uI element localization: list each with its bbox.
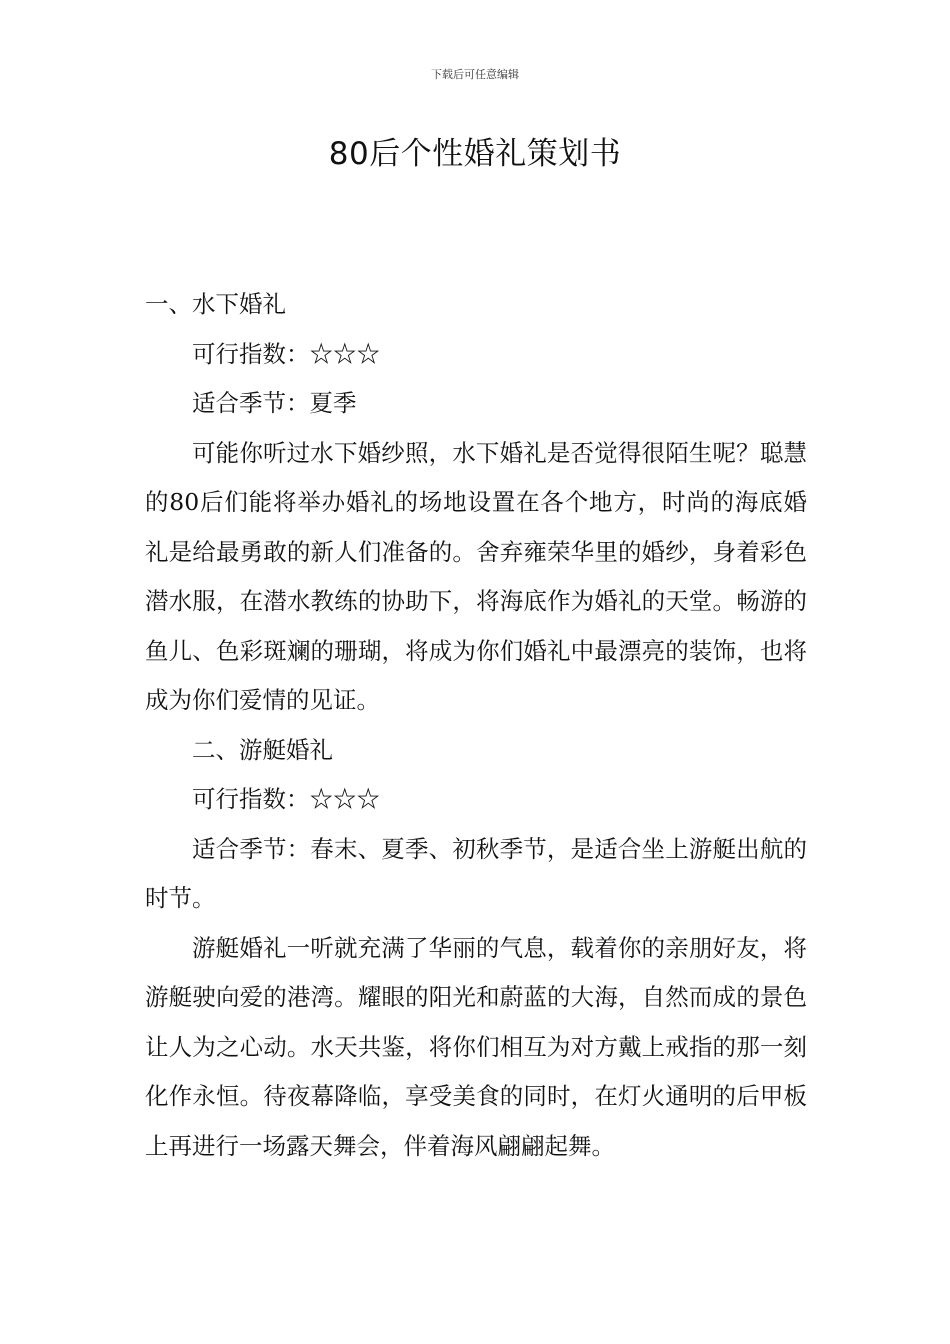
page-header-note: 下载后可任意编辑 bbox=[431, 68, 519, 81]
season-underwater: 适合季节：夏季 bbox=[192, 389, 357, 417]
document-body bbox=[145, 280, 807, 1171]
feasibility-rating-underwater: 可行指数：☆☆☆ bbox=[192, 339, 380, 368]
section-heading-underwater: 一、水下婚礼 bbox=[145, 290, 286, 318]
description-underwater: 可能你听过水下婚纱照，水下婚礼是否觉得很陌生呢？聪慧的80后们能将举办婚礼的场地设置在各个地方，时尚的海底婚礼是给最勇敢的新人们准备的。舍弃雍荣华里的婚纱，身着彩色潜水服，在潜水教练的协助下，将海底作为婚礼的天堂。畅游的鱼儿、色彩斑斓的珊瑚，将成为你们婚礼中最漂亮的装饰，也将成为你们爱情的见证。 bbox=[145, 438, 807, 714]
document-title: 80后个性婚礼策划书 bbox=[328, 136, 622, 172]
feasibility-rating-yacht: 可行指数：☆☆☆ bbox=[192, 785, 380, 813]
description-yacht: 游艇婚礼一听就充满了华丽的气息，载着你的亲朋好友，将游艇驶向爱的港湾。耀眼的阳光和蔚蓝的大海，自然而成的景色让人为之心动。水天共鉴，将你们相互为对方戴上戒指的那一刻化作永恒。待夜幕降临，享受美食的同时，在灯火通明的后甲板上再进行一场露天舞会，伴着海风翩翩起舞。 bbox=[145, 933, 807, 1160]
season-yacht: 适合季节：春末、夏季、初秋季节，是适合坐上游艇出航的时节。 bbox=[145, 834, 807, 912]
section-heading-yacht: 二、游艇婚礼 bbox=[192, 735, 333, 764]
